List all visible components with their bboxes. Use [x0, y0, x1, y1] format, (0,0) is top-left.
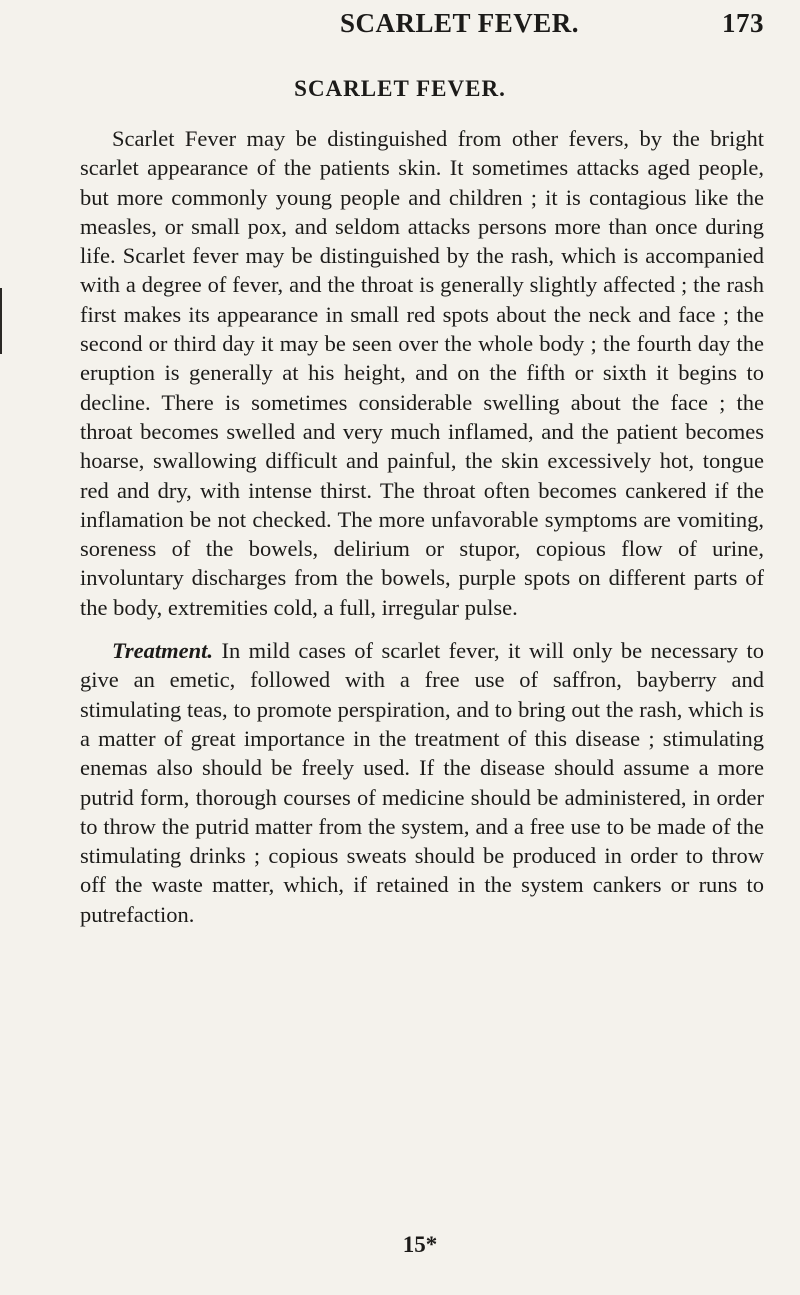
page-number: 173 — [722, 8, 764, 38]
treatment-heading: Treatment. — [112, 638, 214, 664]
paragraph-text: Scarlet Fever may be distinguished from other fevers, by the bright scarlet appearance of the patients skin. It sometimes attacks aged people, but more commonly young people and children ; it is contagious like the measles, or small pox, and seldom attacks persons more than once during life. Scarlet fever may be distinguished by the rash, which is accompanied with a degree of fever, and the throat is generally slightly affected ; the rash first makes its appearance in small red spots about the neck and face ; the second or third day it may be seen over the whole body ; the fourth day the eruption is generally at his height, and on the fifth or sixth it begins to decline. There is sometimes considerable swelling about the face ; the throat becomes swelled and very much inflamed, and the patient becomes hoarse, swallowing difficult and painful, the skin excessively hot, tongue red and dry, with intense thirst. The throat often becomes cankered if the inflamation be not checked. The more unfavorable symptoms are vomiting, soreness of the bowels, delirium or stupor, copious flow of urine, involuntary discharges from the bowels, purple spots on different parts of the body, extremities cold, a full, irregular pulse. — [80, 126, 764, 620]
running-title: SCARLET FEVER. — [340, 8, 580, 38]
margin-mark — [0, 288, 2, 354]
body-text — [80, 124, 764, 929]
paragraph-text: In mild cases of scarlet fever, it will only be necessary to give an emetic, followed with a free use of saffron, bayberry and stimulating teas, to promote perspiration, and to bring out the rash, which is a matter of great importance in the treatment of this disease ; stimulating enemas also should be freely used. If the disease should assume a more putrid form, thorough courses of medicine should be administered, in order to throw the putrid matter from the system, and a free use to be made of the stimulating drinks ; copious sweats should be produced in order to throw off the waste matter, which, if retained in the system cankers or runs to putrefaction. — [80, 638, 764, 927]
signature-mark: 15* — [402, 1232, 438, 1257]
running-header — [340, 8, 764, 48]
paragraph-treatment — [80, 636, 764, 929]
paragraph-symptoms — [80, 124, 764, 622]
chapter-title: SCARLET FEVER. — [294, 76, 506, 101]
